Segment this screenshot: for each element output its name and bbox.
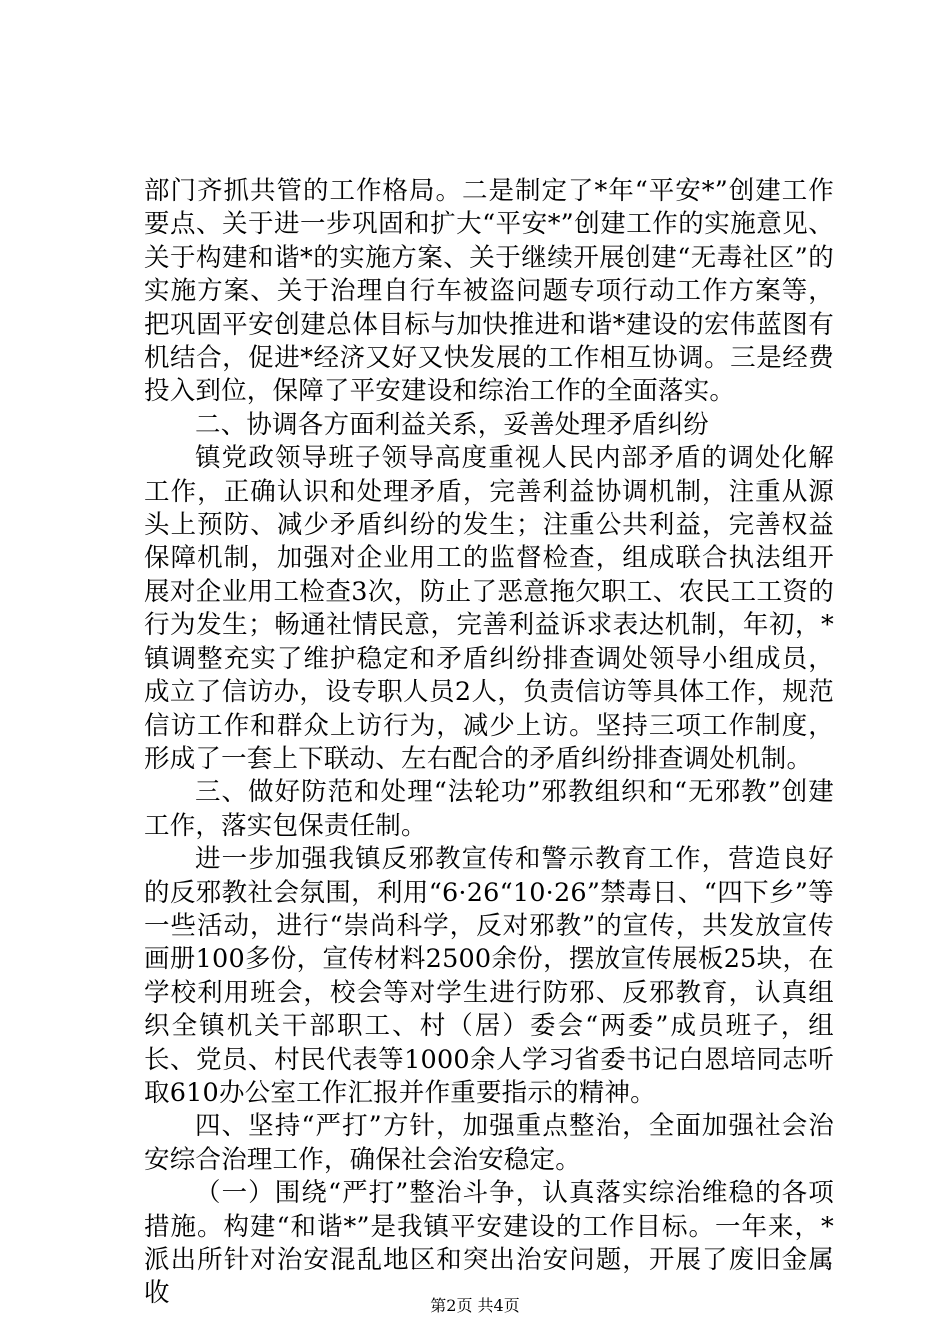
section-heading-4: 四、坚持“严打”方针，加强重点整治，全面加强社会治安综合治理工作，确保社会治安稳定。 [144,1111,834,1175]
page-number-footer: 第2页 共4页 [430,1296,520,1315]
document-body [144,175,834,1311]
paragraph-continuation: 部门齐抓共管的工作格局。二是制定了*年“平安*”创建工作要点、关于进一步巩固和扩大“平安*”创建工作的实施意见、关于构建和谐*的实施方案、关于继续开展创建“无毒社区”的实施方案、关于治理自行车被盗问题专项行动工作方案等，把巩固平安创建总体目标与加快推进和谐*建设的宏伟蓝图有机结合，促进*经济又好又快发展的工作相互协调。三是经费投入到位，保障了平安建设和综治工作的全面落实。 [144,176,834,407]
paragraph-conflict-resolution: 镇党政领导班子领导高度重视人民内部矛盾的调处化解工作，正确认识和处理矛盾，完善利益协调机制，注重从源头上预防、减少矛盾纠纷的发生；注重公共利益，完善权益保障机制，加强对企业用工的监督检查，组成联合执法组开展对企业用工检查3次，防止了恶意拖欠职工、农民工工资的行为发生；畅通社情民意，完善利益诉求表达机制，年初，*镇调整充实了维护稳定和矛盾纠纷排查调处领导小组成员，成立了信访办，设专职人员2人，负责信访等具体工作，规范信访工作和群众上访行为，减少上访。坚持三项工作制度，形成了一套上下联动、左右配合的矛盾纠纷排查调处机制。 [144,443,834,774]
section-heading-3: 三、做好防范和处理“法轮功”邪教组织和“无邪教”创建工作，落实包保责任制。 [144,777,834,841]
paragraph-strike-hard: （一）围绕“严打”整治斗争，认真落实综治维稳的各项措施。构建“和谐*”是我镇平安建设的工作目标。一年来，*派出所针对治安混乱地区和突出治安问题，开展了废旧金属收 [144,1178,834,1309]
paragraph-anti-cult-education: 进一步加强我镇反邪教宣传和警示教育工作，营造良好的反邪教社会氛围，利用“6·26“10·26”禁毒日、“四下乡”等一些活动，进行“崇尚科学，反对邪教”的宣传，共发放宣传画册100多份，宣传材料2500余份，摆放宣传展板25块，在学校利用班会，校会等对学生进行防邪、反邪教育，认真组织全镇机关干部职工、村（居）委会“两委”成员班子，组长、党员、村民代表等1000余人学习省委书记白恩培同志听取610办公室工作汇报并作重要指示的精神。 [144,844,834,1108]
section-heading-2: 二、协调各方面利益关系，妥善处理矛盾纠纷 [195,409,710,440]
